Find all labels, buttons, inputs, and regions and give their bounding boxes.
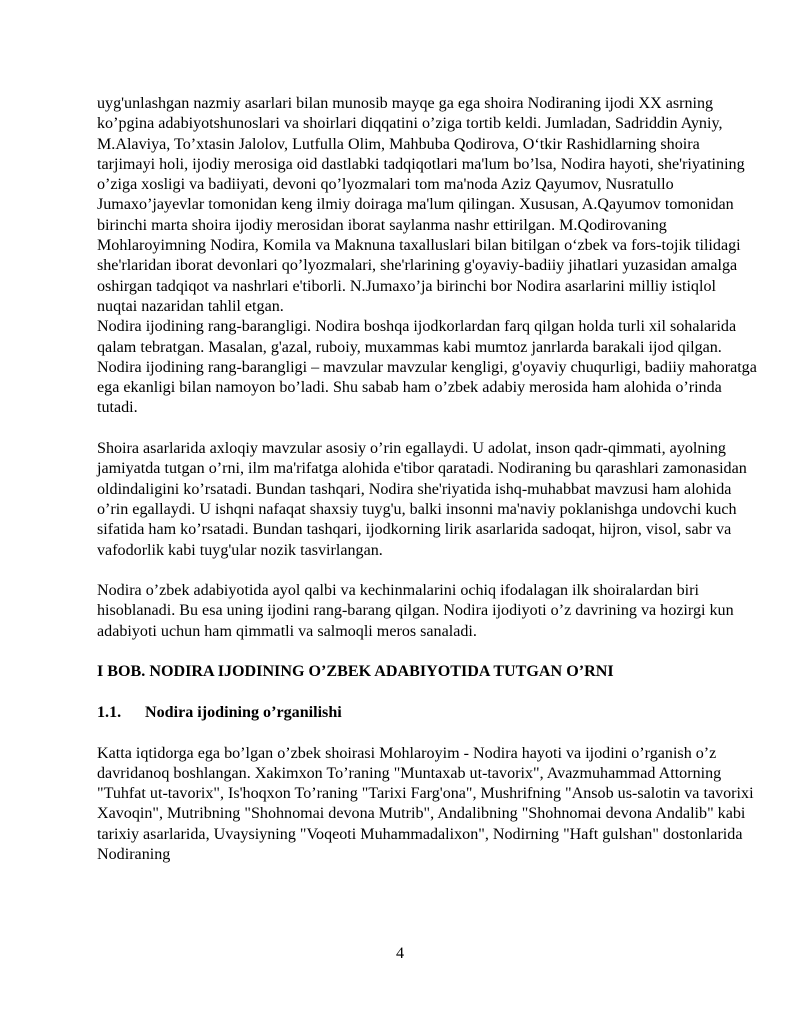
paragraph-spacer [97,561,757,581]
paragraph-spacer [97,683,757,703]
paragraph-study-history: Katta iqtidorga ega bo’lgan o’zbek shoirasi Mohlaroyim - Nodira hayoti va ijodini o’rganish o’z davridanoq boshlangan. Xakimxon To’raning "Muntaxab ut-tavorix", Avazmuhammad Attorning "Tuhfat ut-tavorix", Is'hoqxon To’raning "Tarixi Farg'ona", Mushrifning "Ansob us-salotin va tavorixi Xavoqin", Mutribning "Shohnomai devona Mutrib", Andalibning "Shohnomai devona Andalib" kabi tarixiy asarlarida, Uvaysiyning "Voqeoti Muhammadalixon", Nodirning "Haft gulshan" dostonlarida Nodiraning [97,744,754,863]
section-number: 1.1. [97,703,122,721]
section-title: Nodira ijodining o’rganilishi [145,703,342,721]
document-page [97,94,757,865]
paragraph-diversity: Nodira ijodining rang-barangligi. Nodira boshqa ijodkorlardan farq qilgan holda turli xil sohalarida qalam tebratgan. Masalan, g'azal, ruboiy, muxammas kabi mumtoz janrlarda barakali ijod qilgan. Nodira ijodining rang-barangligi – mavzular mavzular kengligi, g'oyaviy chuqurligi, badiiy mahoratga ega ekanligi bilan namoyon bo’ladi. Shu sabab ham o’zbek adabiy merosida ham alohida o’rinda tutadi. [97,318,757,417]
paragraph-intro: uyg'unlashgan nazmiy asarlari bilan munosib mayqe ga ega shoira Nodiraning ijodi XX asrning ko’pgina adabiyotshunoslari va shoirlari diqqatini o’ziga tortib keldi. Jumladan, Sadriddin Ayniy, M.Alaviya, To’xtasin Jalolov, Lutfulla Olim, Mahbuba Qodirova, O‘tkir Rashidlarning shoira tarjimayi holi, ijodiy merosiga oid dastlabki tadqiqotlari ma'lum bo’lsa, Nodira hayoti, she'riyatining o’ziga xosligi va badiiyati, devoni qo’lyozmalari tom ma'noda Aziz Qayumov, Nusratullo Jumaxo’jayevlar tomonidan keng ilmiy doiraga ma'lum qilingan. Xususan, A.Qayumov tomonidan birinchi marta shoira ijodiy merosidan iborat saylanma nashr ettirilgan. M.Qodirovaning Mohlaroyimning Nodira, Komila va Maknuna taxalluslari bilan bitilgan o‘zbek va fors-tojik tilidagi she'rlaridan iborat devonlari qo’lyozmalari, she'rlarining g'oyaviy-badiiy jihatlari yuzasidan amalga oshirgan tadqiqot va nashrlari e'tiborli. N.Jumaxo’ja birinchi bor Nodira asarlarini milliy istiqlol nuqtai nazaridan tahlil etgan. [97,95,745,315]
chapter-heading: I BOB. NODIRA IJODINING O’ZBEK ADABIYOTIDA TUTGAN O’RNI [97,663,614,681]
section-heading [97,703,757,723]
paragraph-spacer [97,723,757,743]
paragraph-themes: Shoira asarlarida axloqiy mavzular asosiy o’rin egallaydi. U adolat, inson qadr-qimmati, ayolning jamiyatda tutgan o’rni, ilm ma'rifatga alohida e'tibor qaratadi. Nodiraning bu qarashlari zamonasidan oldindaligini ko’rsatadi. Bundan tashqari, Nodira she'riyatida ishq-muhabbat mavzusi ham alohida o’rin egallaydi. U ishqni nafaqat shaxsiy tuyg'u, balki insonni ma'naviy poklanishga undovchi kuch sifatida ham ko’rsatadi. Bundan tashqari, ijodkorning lirik asarlarida sadoqat, hijron, visol, sabr va vafodorlik kabi tuyg'ular nozik tasvirlangan. [97,440,747,559]
paragraph-spacer [97,419,757,439]
paragraph-significance: Nodira o’zbek adabiyotida ayol qalbi va kechinmalarini ochiq ifodalagan ilk shoiralardan biri hisoblanadi. Bu esa uning ijodini rang-barang qilgan. Nodira ijodiyoti o’z davrining va hozirgi kun adabiyoti uchun ham qimmatli va salmoqli meros sanaladi. [97,582,734,640]
paragraph-spacer [97,642,757,662]
page-number: 4 [395,945,405,962]
